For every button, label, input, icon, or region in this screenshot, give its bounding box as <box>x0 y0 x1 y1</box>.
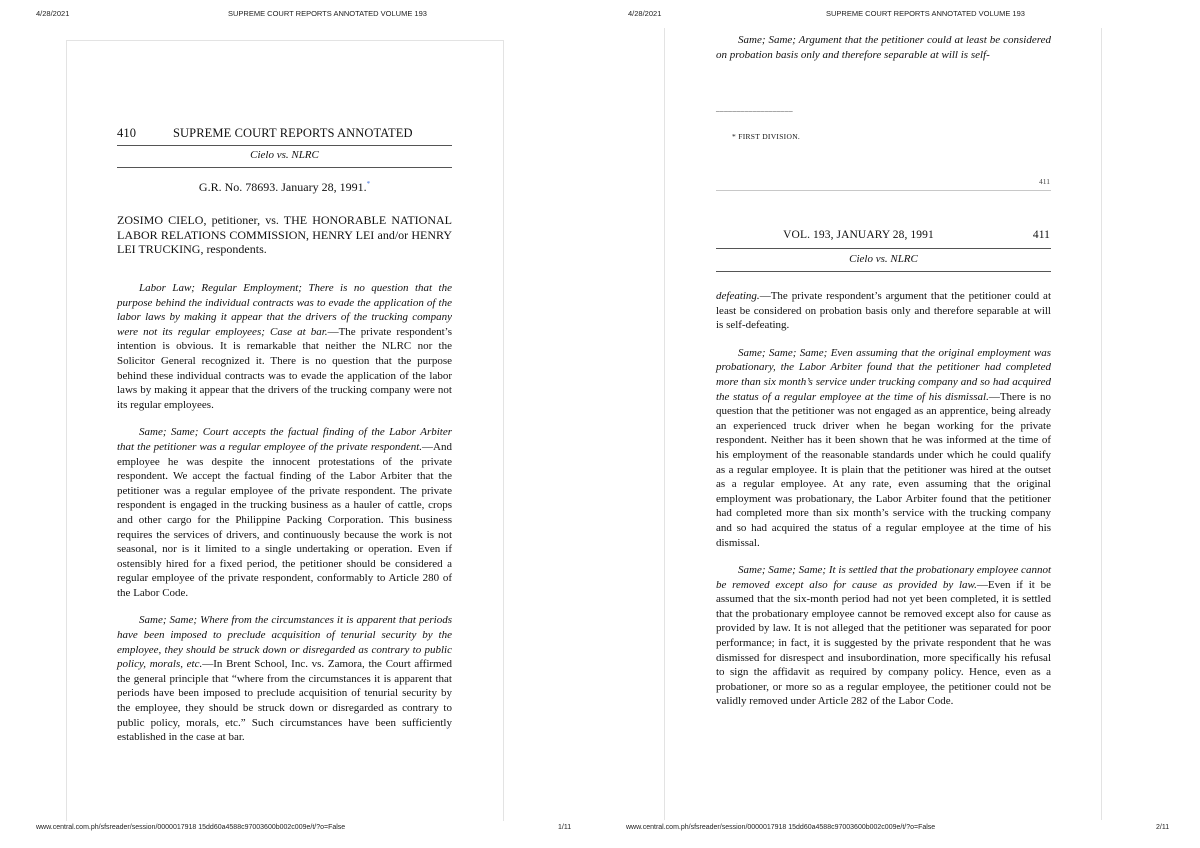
print-title-left: SUPREME COURT REPORTS ANNOTATED VOLUME 193 <box>228 9 427 18</box>
syllabus-head-4: defeating. <box>716 290 760 302</box>
left-header-rule-top <box>117 145 452 146</box>
syllabus-body-5: —There is no question that the petitioner was not engaged as an apprentice, being already an experienced truck driver when he began working for the private respondent. Neither has it been shown that he was informed at the time of his employment of the reasonable standards under which he could qualify as a regular employee. It is plain that the petitioner was hired at the outset as a regular employee. At any rate, even assuming that the original employment was probationary, the Labor Arbiter found that the petitioner had completed more than six month’s service with the trucking company and so had acquired the status of a regular employee at the time of his dismissal. <box>716 390 1051 549</box>
page-break-rule <box>716 190 1051 191</box>
syllabus-paragraph-4 <box>716 289 1051 333</box>
syllabus-head-6: Same; Same; Same; It is settled that the probationary employee cannot be removed except also for cause as provided by law. <box>716 564 1051 591</box>
print-url-left: www.central.com.ph/sfsreader/session/0000017918 15dd60a4588c97003600b002c009e/t/?o=False <box>36 824 346 831</box>
footnote-first-division: * FIRST DIVISION. <box>732 132 801 141</box>
left-case-title: Cielo vs. NLRC <box>250 149 319 161</box>
left-syllabus-body <box>117 281 452 745</box>
right-carryover-block <box>716 33 1051 62</box>
print-title-right: SUPREME COURT REPORTS ANNOTATED VOLUME 193 <box>826 9 1025 18</box>
syllabus-paragraph-1 <box>117 281 452 412</box>
footnote-rule: ___________________ <box>716 104 793 113</box>
right-syllabus-body <box>716 289 1051 709</box>
syllabus-head-3: Same; Same; Where from the circumstances it is apparent that periods have been imposed to preclude acquisition of tenurial security by the employee, they should be struck down or disregarded as contrary to public policy, morals, etc. <box>117 614 452 671</box>
previous-page-number: 411 <box>1039 177 1050 186</box>
syllabus-paragraph-6 <box>716 563 1051 709</box>
syllabus-paragraph-2 <box>117 425 452 600</box>
print-date-left: 4/28/2021 <box>36 9 70 18</box>
gr-number-text: G.R. No. 78693. January 28, 1991. <box>198 180 367 194</box>
syllabus-head-5: Same; Same; Same; Even assuming that the original employment was probationary, the Labor Arbiter found that the petitioner had completed more than six month’s service under trucking company and so had acquired the status of a regular employee at the time of his dismissal. <box>716 346 1051 403</box>
print-url-right: www.central.com.ph/sfsreader/session/0000017918 15dd60a4588c97003600b002c009e/t/?o=False <box>626 824 936 831</box>
print-page-left: 1/11 <box>558 824 572 831</box>
right-header-rule-bottom <box>716 271 1051 272</box>
left-running-title: SUPREME COURT REPORTS ANNOTATED <box>173 126 413 140</box>
syllabus-paragraph-3 <box>117 613 452 744</box>
syllabus-body-2: —And employee he was despite the innocent protestations of the private respondent. We accept the factual finding of the Labor Arbiter that the petitioner was a regular employee of the private respondent. The private respondent is engaged in the trucking business as a hauler of cattle, crops and other cargo for the Philippine Packing Corporation. This business requires the services of drivers, and continuously because the work is not seasonal, nor is it limited to a single undertaking or operation. Even if ostensibly hired for a fixed period, the petitioner should be considered a regular employee of the private respondent, conformably to Article 280 of the Labor Code. <box>117 440 452 599</box>
right-case-title: Cielo vs. NLRC <box>849 253 918 265</box>
syllabus-body-3: —In Brent School, Inc. vs. Zamora, the Court affirmed the general principle that “where from the circumstances it is apparent that periods have been imposed to preclude acquisition of tenurial security by the employee, they should be struck down or disregarded as contrary to public policy, morals, etc.” Such circumstances have been sufficiently established in the case at bar. <box>117 658 452 744</box>
syllabus-head-1: Labor Law; Regular Employment; There is no question that the purpose behind the individual contracts was to evade the application of the labor laws by making it appear that the drivers of the trucking company were not its regular employees; Case at bar. <box>117 282 452 338</box>
left-header-rule-bottom <box>117 167 452 168</box>
right-running-title: VOL. 193, JANUARY 28, 1991 <box>783 229 934 241</box>
print-date-right: 4/28/2021 <box>628 9 662 18</box>
syllabus-body-1: —The private respondent’s intention is obvious. It is remarkable that neither the NLRC nor the Solicitor General recognized it. There is no question that the purpose behind these individual contracts was to evade the application of the labor laws by making it appear that the drivers of the trucking company were not its regular employees. <box>117 325 453 411</box>
right-page-number: 411 <box>1032 229 1050 241</box>
carryover-syllabus-head: Same; Same; Argument that the petitioner could at least be considered on probation basis only and therefore separable at will is self- <box>716 34 1051 61</box>
print-page-right: 2/11 <box>1156 824 1170 831</box>
left-page-number: 410 <box>117 126 137 140</box>
right-header-rule-top <box>716 248 1051 249</box>
case-parties: ZOSIMO CIELO, petitioner, vs. THE HONORABLE NATIONAL LABOR RELATIONS COMMISSION, HENRY LEI and/or HENRY LEI TRUCKING, respondents. <box>117 213 452 256</box>
syllabus-body-4: —The private respondent’s argument that the petitioner could at least be considered on probation basis only and therefore separable at will is self-defeating. <box>716 290 1051 332</box>
syllabus-body-6: —Even if it be assumed that the six-month period had not yet been completed, it is settled that the probationary employee cannot be removed except also for cause as provided by law. It is not alleged that the petitioner was separated for poor performance; in fact, it is suggested by the private respondent that he was dismissed for disrespect and insubordination, more specifically his refusal to sign the affidavit as required by company policy. Hence, even as a probationer, or more so as a regular employee, the petitioner could not be validly removed under Article 282 of the Labor Code. <box>716 578 1051 708</box>
syllabus-head-2: Same; Same; Court accepts the factual finding of the Labor Arbiter that the petitioner was a regular employee of the private respondent. <box>117 426 452 453</box>
syllabus-paragraph-5 <box>716 346 1051 550</box>
gr-number-line <box>117 180 452 195</box>
footnote-marker-link[interactable]: * <box>366 180 371 188</box>
